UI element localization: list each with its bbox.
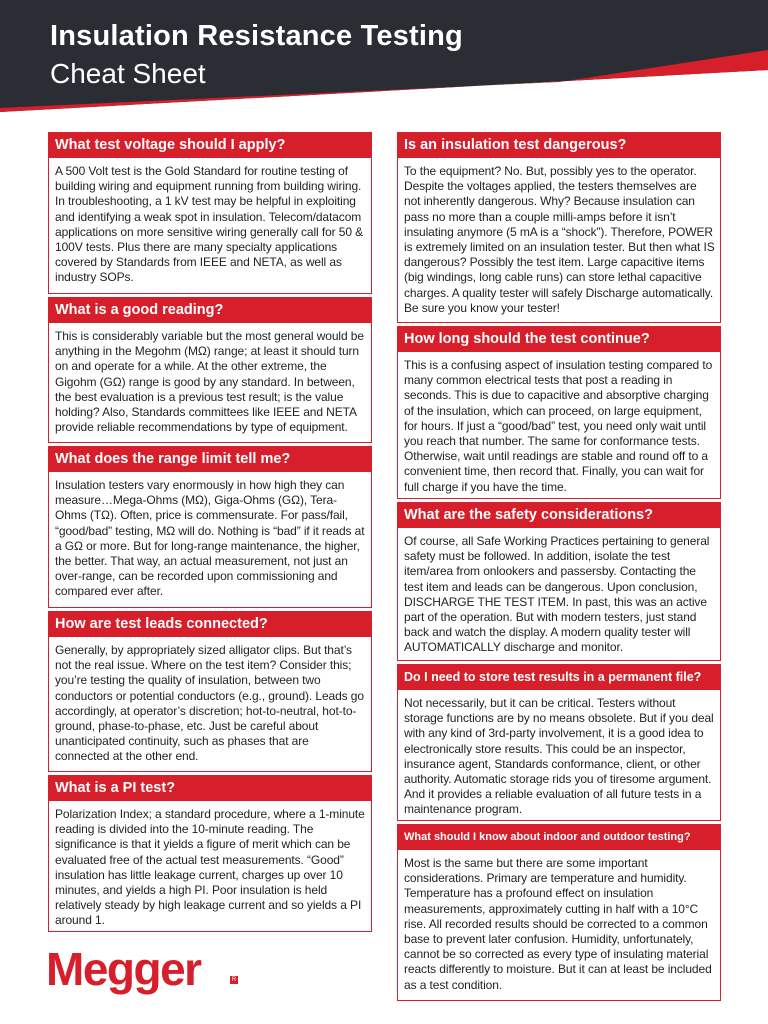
section-body: Polarization Index; a standard procedure, where a 1-minute reading is divided into the 10-minute reading. The significance is that it yields a figure of merit which can be evaluated free of the actual test measurements. “Good” insulation has little leakage current, charges up over 10 minutes, and yields a high PI. Poor insulation is held relatively steady by high leakage current and so yields a PI around 1. — [55, 807, 365, 928]
section-test-duration — [397, 326, 721, 499]
section-body: Generally, by appropriately sized alligator clips. But that’s not the real issue. Where on the test item? Consider this; you’re testing the quality of insulation, between two conductors or potential conductors (e.g., ground). Leads go accordingly, at operator’s discretion; hot-to-neutral, hot-to-ground, phase-to-phase, etc. Just be careful about unanticipated continuity, such as phases that are connected at the other end. — [55, 643, 364, 764]
section-body: This is a confusing aspect of insulation testing compared to many common electrical tests that post a reading in seconds. This is due to capacitive and absorptive charging of the insulation, which can proceed, on large equipment, for hours. If just a “good/bad” test, you need only wait until you reach that number. The same for conformance tests. Otherwise, wait until readings are stable and round off to a convenient time, then record that. Finally, you can wait for full charge if you have the time. — [404, 358, 713, 494]
section-body: Of course, all Safe Working Practices pertaining to general safety must be followed. In addition, isolate the test item/area from onlookers and passersby. Contacting the test item and leads can be dangerous. Upon conclusion, DISCHARGE THE TEST ITEM. In past, this was an active part of the operation. But with modern testers, just stand back and watch the display. A modern quality tester will AUTOMATICALLY discharge and monitor. — [404, 534, 710, 655]
section-body: This is considerably variable but the most general would be anything in the Megohm (MΩ) range; at least it should turn on and operate for a while. At the other extreme, the Gigohm (GΩ) range is good by any standard. In between, the best evaluation is a previous test result; is the value holding? Also, Standards committees like IEEE and NETA provide reliable recommendations by type of equipment. — [55, 329, 364, 435]
section-body: A 500 Volt test is the Gold Standard for routine testing of building wiring and equipment running from building wiring. In troubleshooting, a 1 kV test may be helpful in exploiting and identifying a weak spot in insulation. Telecom/datacom applications on more sensitive wiring generally call for 50 & 100V tests. Plus there are many specialty applications covered by Standards from IEEE and NETA, as well as industry SOPs. — [55, 164, 364, 285]
section-heading: What is a good reading? — [49, 298, 371, 323]
megger-logo — [46, 943, 246, 996]
section-pi-test — [48, 775, 372, 932]
section-test-leads — [48, 611, 372, 772]
section-indoor-outdoor — [397, 824, 721, 1001]
section-heading: What should I know about indoor and outdoor testing? — [398, 825, 720, 850]
section-heading: What are the safety considerations? — [398, 503, 720, 528]
section-test-dangerous — [397, 132, 721, 323]
page-title: Insulation Resistance Testing — [50, 20, 463, 52]
header-background — [0, 0, 768, 112]
section-store-results — [397, 664, 721, 821]
section-body: Insulation testers vary enormously in how high they can measure…Mega-Ohms (MΩ), Giga-Ohms (GΩ), Tera-Ohms (TΩ). Often, price is commensurate. For pass/fail, “good/bad” testing, MΩ will do. Nothing is “bad” if it reads at a GΩ or more. But for long-range maintenance, the higher, the better. That way, an actual measurement, not just an over-range, can be recorded upon commissioning and compared ever after. — [55, 478, 365, 599]
section-good-reading — [48, 297, 372, 443]
section-heading: Do I need to store test results in a permanent file? — [398, 665, 720, 690]
left-column — [48, 132, 372, 935]
section-body: Most is the same but there are some important considerations. Primary are temperature and humidity. Temperature has a profound effect on insulation measurements, approximately cutting in half with a 10°C rise. All recorded results should be corrected to a common base to prevent later confusion. Humidity, unfortunately, cannot be so corrected as every type of insulating material reacts differently to moisture. But it can at least be included as a test condition. — [404, 856, 712, 992]
section-heading: Is an insulation test dangerous? — [398, 133, 720, 158]
logo-wordmark: Megger — [46, 943, 201, 995]
page-subtitle: Cheat Sheet — [50, 58, 206, 89]
section-heading: What test voltage should I apply? — [49, 133, 371, 158]
section-range-limit — [48, 446, 372, 608]
section-heading: How are test leads connected? — [49, 612, 371, 637]
section-heading: What does the range limit tell me? — [49, 447, 371, 472]
section-test-voltage — [48, 132, 372, 294]
right-column — [397, 132, 721, 1004]
section-safety — [397, 502, 721, 661]
section-body: To the equipment? No. But, possibly yes to the operator. Despite the voltages applied, the testers themselves are not inherently dangerous. Why? Because insulation can pass no more than a couple milli-amps before it isn’t insulating anymore (5 mA is a “shock”). Therefore, POWER is extremely limited on an insulation tester. But then what IS dangerous? Possibly the test item. Large capacitive items (big windings, long cable runs) can store lethal capacitive charges. A quality tester will safely Discharge automatically. Be sure you know your tester! — [404, 164, 715, 315]
header-banner — [0, 0, 768, 112]
section-heading: What is a PI test? — [49, 776, 371, 801]
section-heading: How long should the test continue? — [398, 327, 720, 352]
registered-mark-icon: R — [231, 977, 237, 983]
section-body: Not necessarily, but it can be critical. Testers without storage functions are by no means obsolete. But if you deal with any kind of 3rd-party involvement, it is a good idea to electronically store results. This could be an inspector, insurance agent, Standards conformance, client, or other authority. Automatic storage rids you of tiresome argument. And it provides a reliable evaluation of all future tests in a maintenance program. — [404, 696, 714, 817]
